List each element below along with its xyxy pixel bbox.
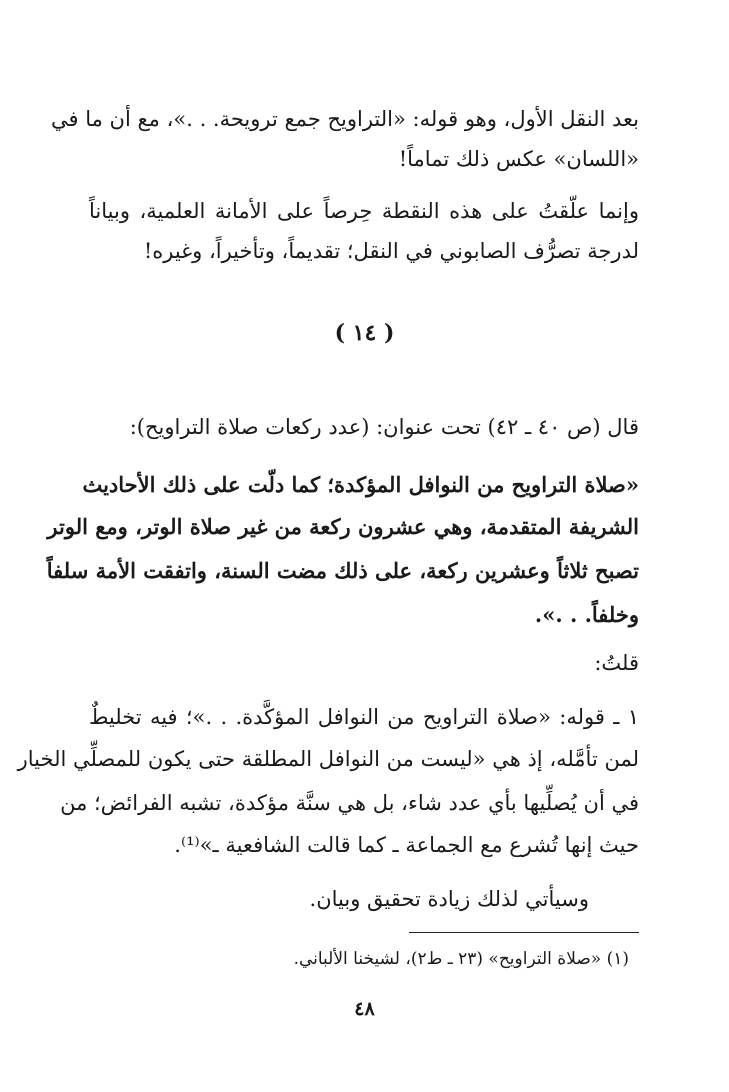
point-1-line-3: في أن يُصلِّيها بأي عدد شاء، بل هي سنَّة مؤكدة، تشبه الفرائض؛ من — [60, 791, 639, 815]
paragraph-2-line-2: لدرجة تصرُّف الصابوني في النقل؛ تقديماً، وتأخيراً، وغيره! — [143, 239, 639, 263]
quote-line-2: الشريفة المتقدمة، وهي عشرون ركعة من غير صلاة الوتر، ومع الوتر — [47, 514, 639, 539]
point-1-line-2: لمن تأمَّله، إذ هي «ليست من النوافل المطلقة حتى يكون للمصلِّي الخيار — [17, 747, 639, 771]
point-1-line-4: حيث إنها تُشرع مع الجماعة ـ كما قالت الشافعية ـ»⁽¹⁾. — [174, 833, 639, 857]
footnote-divider — [409, 932, 639, 933]
point-1-line-1: ١ ـ قوله: «صلاة التراويح من النوافل المؤكَّدة. . .»؛ فيه تخليطٌ — [89, 705, 639, 729]
quote-line-4: وخلفاً. . .». — [534, 602, 639, 627]
paragraph-1-line-2: «اللسان» عكس ذلك تماماً! — [398, 147, 639, 171]
paragraph-2-line-1: وإنما علّقتُ على هذه النقطة حِرصاً على الأمانة العلمية، وبياناً — [89, 199, 639, 223]
closing-line: وسيأتي لذلك زيادة تحقيق وبيان. — [309, 887, 589, 911]
footnote: (١) «صلاة التراويح» (٢٣ ـ ط٢)، لشيخنا الألباني. — [293, 949, 629, 969]
qultu-label: قلتُ: — [594, 651, 639, 675]
quote-line-3: تصبح ثلاثاً وعشرين ركعة، على ذلك مضت السنة، واتفقت الأمة سلفاً — [46, 558, 639, 583]
quote-line-1: «صلاة التراويح من النوافل المؤكدة؛ كما دلّت على ذلك الأحاديث — [82, 472, 639, 497]
intro-line: قال (ص ٤٠ ـ ٤٢) تحت عنوان: (عدد ركعات صلاة التراويح): — [129, 415, 639, 439]
section-number: ( ١٤ ) — [334, 320, 395, 346]
paragraph-1-line-1: بعد النقل الأول، وهو قوله: «التراويح جمع ترويحة. . .»، مع أن ما في — [51, 107, 639, 131]
page-number: ٤٨ — [354, 998, 375, 1020]
